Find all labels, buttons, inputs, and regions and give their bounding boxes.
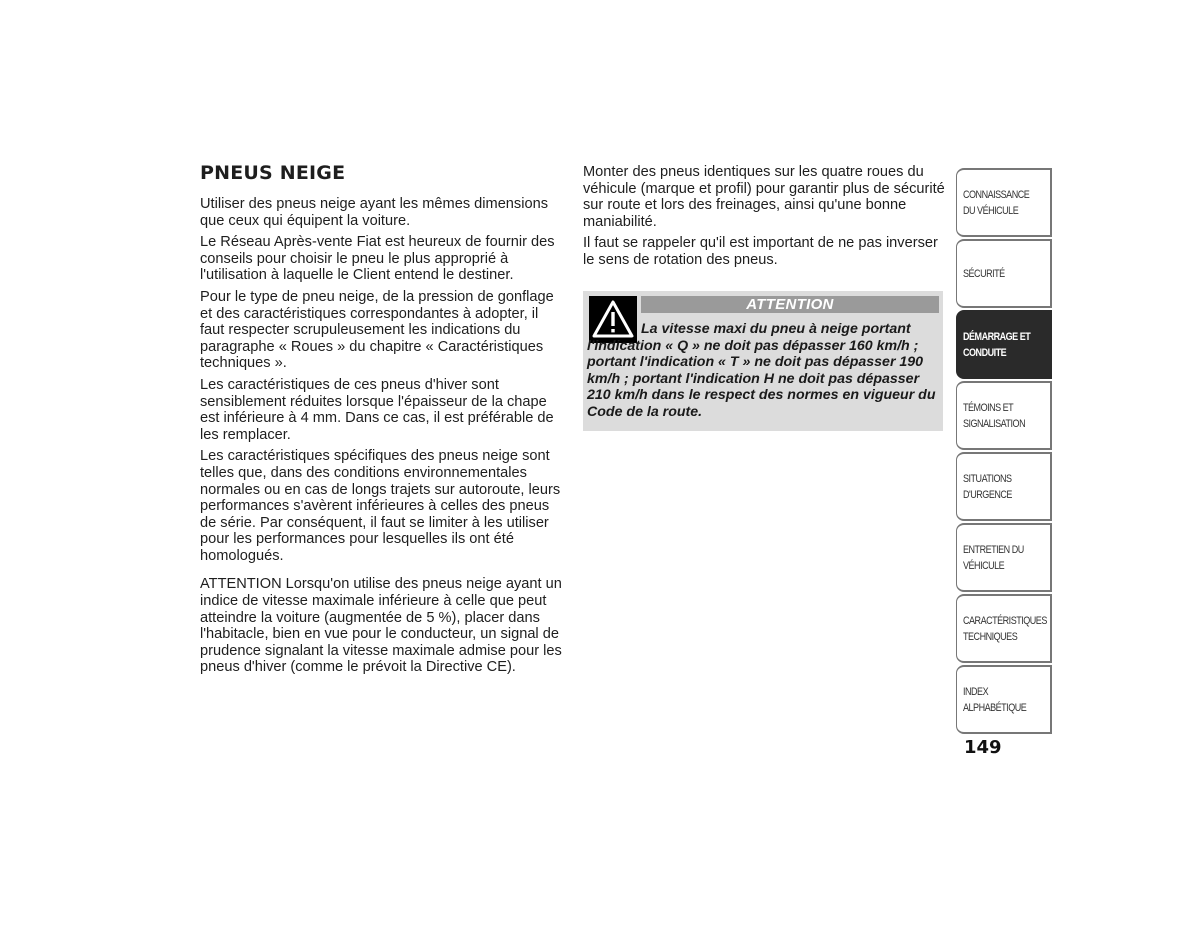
tab-label: CONNAISSANCE DU VÉHICULE [963,188,1030,217]
tab-securite[interactable] [956,239,1052,308]
tab-demarrage-et-conduite[interactable] [956,310,1052,379]
paragraph: Pour le type de pneu neige, de la pression de gonflage et des caractéristiques correspondantes à adopter, il faut respecter scrupuleusement les indications du paragraphe « Roues » du chapitre « Caractéristiques techniques ». [200,288,554,372]
warning-text: La vitesse maxi du pneu à neige portant l'indication « Q » ne doit pas dépasser 160 km/h ; portant l'indication « T » ne doit pas dépasser 190 km/h ; portant l'indication H ne doit pas dépasser 210 km/h dans le respect des normes en vigueur du Code de la route. [587,321,936,420]
page-number: 149 [964,737,1002,758]
tab-label: DÉMARRAGE ET CONDUITE [963,330,1031,359]
section-heading: PNEUS NEIGE [200,162,346,184]
tab-label: SITUATIONS D'URGENCE [963,472,1012,501]
tab-label: SÉCURITÉ [963,267,1005,280]
paragraph: Les caractéristiques de ces pneus d'hiver sont sensiblement réduites lorsque l'épaisseur de la chape est inférieure à 4 mm. Dans ce cas, il est préférable de les remplacer. [200,376,554,443]
tab-temoins-et-signalisation[interactable] [956,381,1052,450]
paragraph: Monter des pneus identiques sur les quatre roues du véhicule (marque et profil) pour garantir plus de sécurité sur route et lors des freinages, ainsi qu'une bonne maniabilité. [583,164,945,230]
tab-situations-d-urgence[interactable] [956,452,1052,521]
paragraph: Il faut se rappeler qu'il est important de ne pas inverser le sens de rotation des pneus. [583,235,938,268]
tab-label: ENTRETIEN DU VÉHICULE [963,543,1024,572]
tab-connaissance-du-vehicule[interactable] [956,168,1052,237]
tab-label: CARACTÉRISTIQUES TECHNIQUES [963,614,1047,643]
tab-entretien-du-vehicule[interactable] [956,523,1052,592]
right-column [583,164,945,274]
paragraph: Le Réseau Après-vente Fiat est heureux de fournir des conseils pour choisir le pneu le plus approprié à l'utilisation à laquelle le Client entend le destiner. [200,234,555,284]
warning-title: ATTENTION [641,296,939,313]
tab-index-alphabetique[interactable] [956,665,1052,734]
warning-box [583,291,943,431]
tab-label: INDEX ALPHABÉTIQUE [963,685,1027,714]
paragraph: Les caractéristiques spécifiques des pneus neige sont telles que, dans des conditions environnementales normales ou en cas de longs trajets sur autoroute, leurs performances s'avèrent inférieures à celles des pneus de série. Par conséquent, il faut se limiter à les utiliser pour les performances pour lesquelles ils ont été homologués. [200,448,561,564]
chapter-tabs [956,168,1052,736]
left-column [200,162,562,681]
paragraph: Utiliser des pneus neige ayant les mêmes dimensions que ceux qui équipent la voiture. [200,196,548,229]
tab-caracteristiques-techniques[interactable] [956,594,1052,663]
tab-label: TÉMOINS ET SIGNALISATION [963,401,1026,430]
attention-paragraph: ATTENTION Lorsqu'on utilise des pneus neige ayant un indice de vitesse maximale inférieure à celle que peut atteindre la voiture (augmentée de 5 %), placer dans l'habitacle, bien en vue pour le conducteur, un signal de prudence signalant la vitesse maximale admise pour les pneus d'hiver (comme le prévoit la Directive CE). [200,576,562,676]
